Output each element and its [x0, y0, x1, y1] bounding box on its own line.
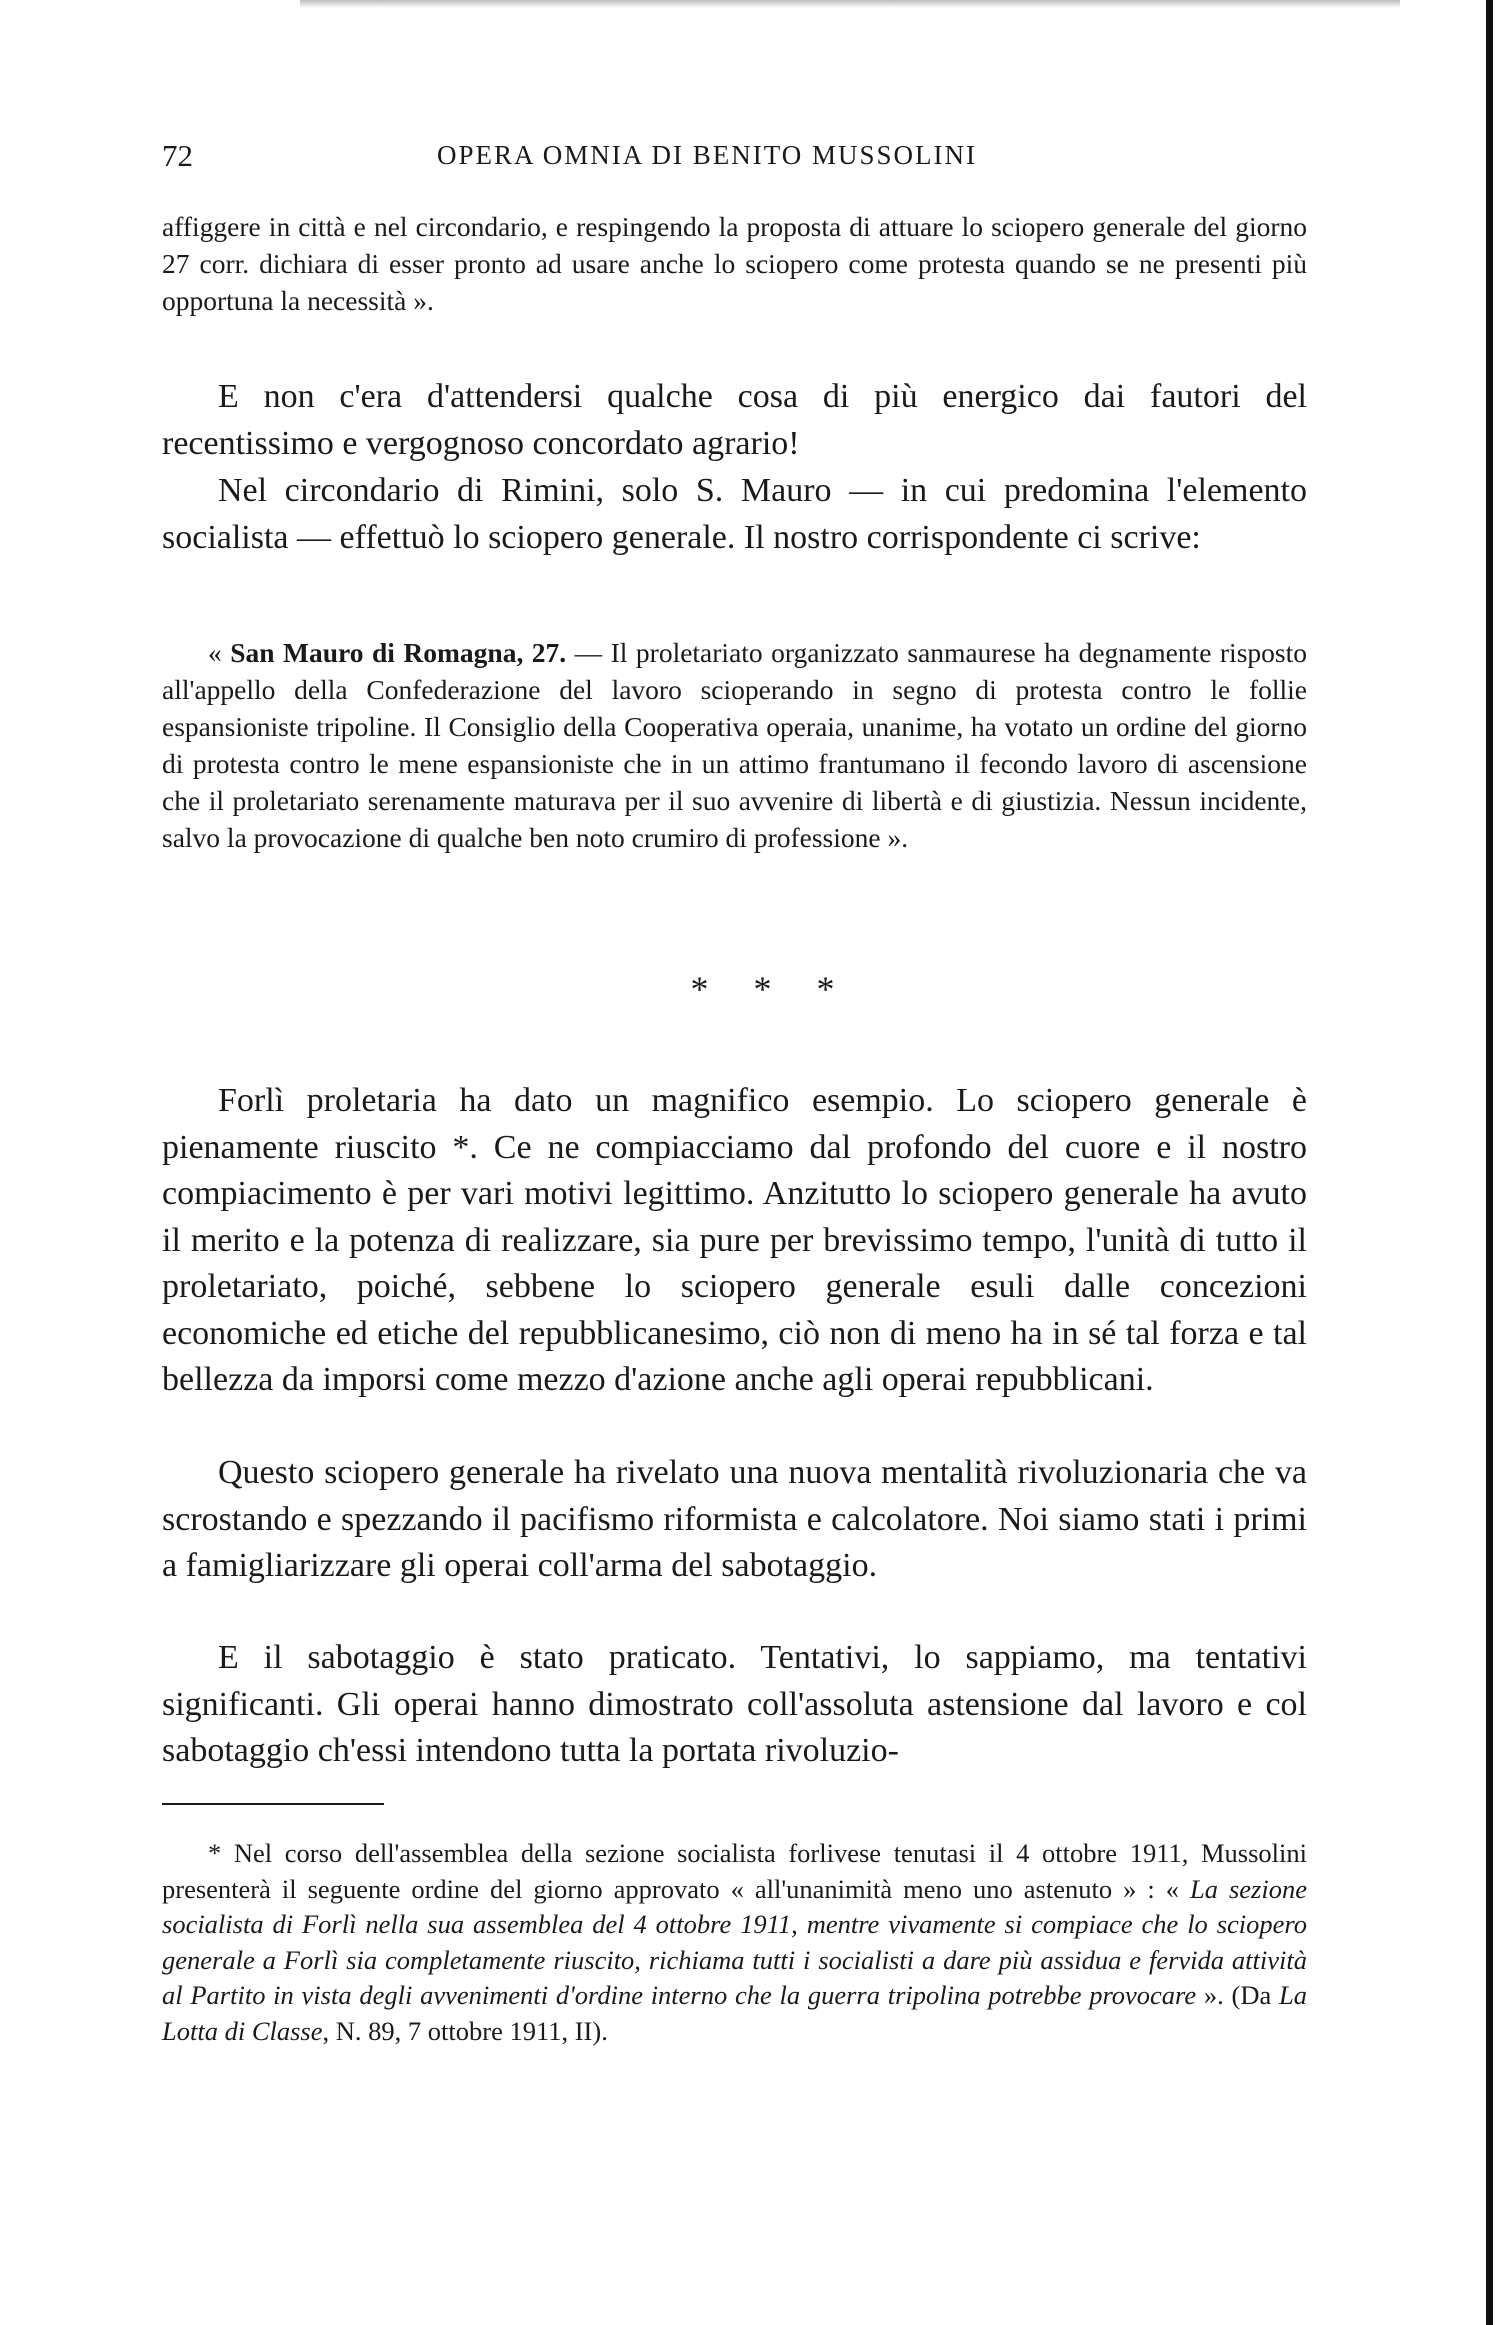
quote-open: « — [208, 637, 231, 668]
quote-continuation: affiggere in città e nel circondario, e respingendo la proposta di attuare lo sciopero generale del giorno 27 corr. dichiara di esser pronto ad usare anche lo sciopero come protesta quando se ne presenti più opportuna la necessità ». — [162, 211, 1307, 316]
footnote-rule — [162, 1803, 384, 1805]
paragraph: Questo sciopero generale ha rivelato una nuova mentalità rivoluzionaria che va scrostando e spezzando il pacifismo riformista e calcolatore. Noi siamo stati i primi a famigliarizzare gli operai coll'arma del sabotaggio. — [162, 1454, 1307, 1584]
footnote-source-details: , N. 89, 7 ottobre 1911, II). — [322, 2015, 608, 2046]
dateline: San Mauro di Romagna, 27. — [230, 637, 567, 668]
paragraph: Nel circondario di Rimini, solo S. Mauro — in cui predomina l'elemento socialista — effettuò lo sciopero generale. Il nostro corrispondente ci scrive: — [162, 472, 1307, 556]
paragraph: E il sabotaggio è stato praticato. Tentativi, lo sappiamo, ma tentativi significanti. Gli operai hanno dimostrato coll'assoluta astensione dal lavoro e col sabotaggio ch'essi intendono tutta la portata rivoluzio- — [162, 1639, 1307, 1769]
page-number: 72 — [162, 138, 193, 173]
footnote-resolution: La sezione socialista di Forlì nella sua assemblea del 4 ottobre 1911, mentre vivamente si compiace che lo sciopero generale a Forlì sia completamente riuscito, richiama tutti i socialisti a dare più assidua e fervida attività al Partito in vista degli avvenimenti d'ordine interno che la guerra tripolina potrebbe provocare — [162, 1873, 1307, 2010]
binding-edge — [1486, 0, 1493, 2325]
paragraph: Forlì proletaria ha dato un magnifico esempio. Lo sciopero generale è pienamente riuscito *. Ce ne compiacciamo dal profondo del cuore e il nostro compiacimento è per vari motivi legittimo. Anzitutto lo sciopero generale ha avuto il merito e la potenza di realizzare, sia pure per brevissimo tempo, l'unità di tutto il proletariato, poiché, sebbene lo sciopero generale esuli dalle concezioni economiche ed etiche del repubblicanesimo, ciò non di meno ha in sé tal forza e tal bellezza da imporsi come mezzo d'azione anche agli operai repubblicani. — [162, 1082, 1307, 1398]
correspondent-quote — [162, 634, 1307, 856]
scan-shadow — [300, 0, 1400, 8]
section-separator: * * * — [690, 969, 853, 1009]
footnote-intro: * Nel corso dell'assemblea della sezione socialista forlivese tenutasi il 4 ottobre 1911, Mussolini presenterà il seguente ordine del giorno approvato « all'unanimità meno uno astenuto » : « — [162, 1838, 1307, 1904]
running-title: OPERA OMNIA DI BENITO MUSSOLINI — [437, 140, 978, 170]
footnote-close: ». (Da — [1196, 1980, 1279, 2010]
footnote-source-title: La Lotta di Classe — [162, 1980, 1307, 2046]
paragraph: E non c'era d'attendersi qualche cosa di più energico dai fautori del recentissimo e vergognoso concordato agrario! — [162, 378, 1307, 462]
page-header — [162, 138, 1307, 178]
quote-text: — Il proletariato organizzato sanmaurese ha degnamente risposto all'appello della Confederazione del lavoro scioperando in segno di protesta contro le follie espansioniste tripoline. Il Consiglio della Cooperativa operaia, unanime, ha votato un ordine del giorno di protesta contro le mene espansioniste che in un attimo frantumano il fecondo lavoro di ascensione che il proletariato serenamente maturava per il suo avvenire di libertà e di giustizia. Nessun incidente, salvo la provocazione di qualche ben noto crumiro di professione ». — [162, 637, 1307, 853]
footnote — [162, 1836, 1307, 2049]
